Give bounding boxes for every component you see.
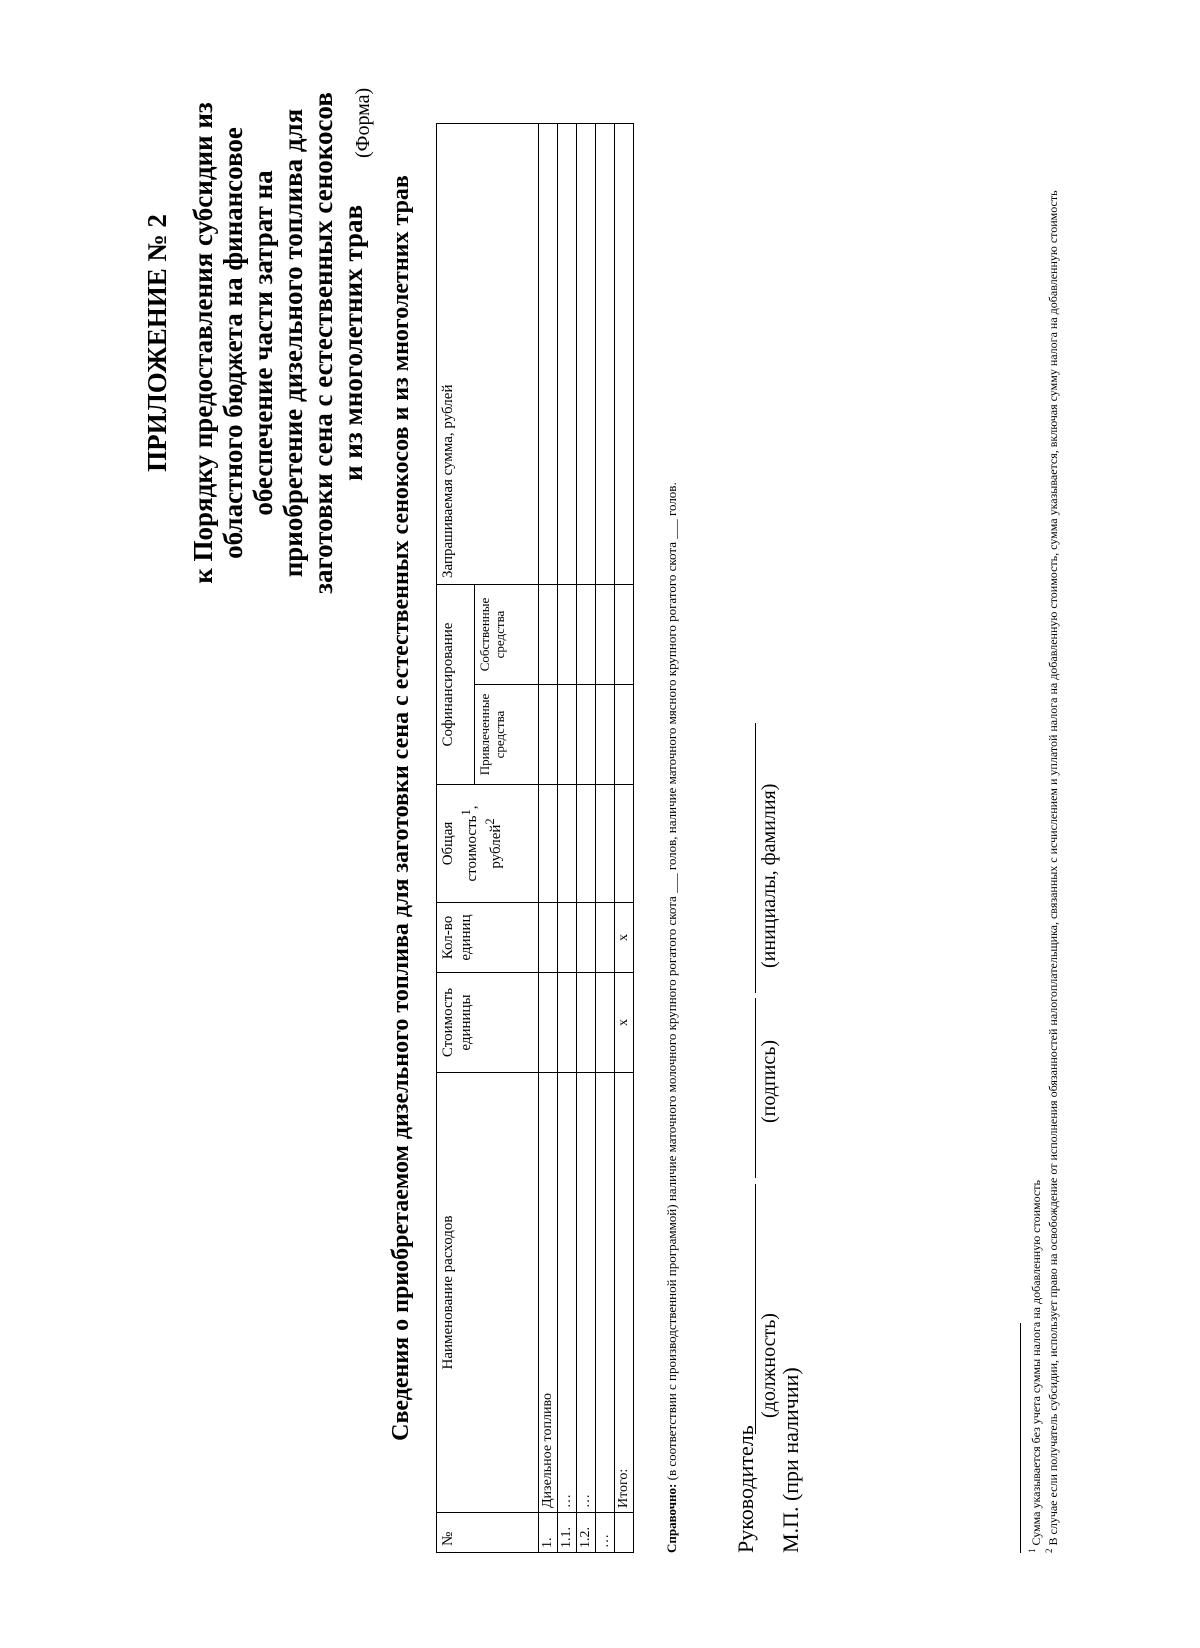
cell-own-funds [577, 585, 596, 685]
footnote-mark: 2 [1044, 1548, 1054, 1553]
expense-table [436, 123, 634, 1553]
cell-total-cost [596, 785, 615, 903]
cell-requested-sum [615, 124, 634, 585]
cell-attracted-funds [615, 685, 634, 785]
name-caption: (инициалы, фамилия) [758, 783, 780, 968]
cell-requested-sum [558, 124, 577, 585]
cell-own-funds [596, 585, 615, 685]
cell-total-cost [539, 785, 558, 903]
cell-quantity [577, 903, 596, 973]
note-text: (в соответствии с производственной программой) наличие маточного молочного крупного рогатого скота ___ голов, наличие маточного мясного крупного рогатого скота ___ голов. [664, 482, 679, 1484]
footnote-mark: 1 [1027, 1548, 1037, 1553]
cell-unit-cost [558, 973, 577, 1073]
cell-requested-sum [596, 124, 615, 585]
table-row [539, 124, 558, 1553]
cell-name: Дизельное топливо [539, 1073, 558, 1513]
cell-name: Итого: [615, 1073, 634, 1513]
header-total-cost-text: Общая стоимость [440, 815, 480, 882]
cell-quantity [539, 903, 558, 973]
order-line: приобретение дизельного топлива для [278, 108, 308, 578]
table-header-row [437, 124, 475, 1553]
cell-number: … [596, 1513, 615, 1553]
seal-label: М.П. (при наличии) [778, 1367, 803, 1553]
footnote [1026, 113, 1043, 1553]
order-line: обеспечение части затрат на [248, 170, 278, 516]
form-label: (Форма) [352, 87, 374, 158]
header-total-cost [437, 785, 539, 903]
cell-name [596, 1073, 615, 1513]
signatory-label: Руководитель [733, 1425, 758, 1553]
cell-number: 1. [539, 1513, 558, 1553]
header-requested-sum: Запрашиваемая сумма, рублей [437, 124, 539, 585]
footnote [1043, 113, 1060, 1553]
order-line: и из многолетних трав [338, 204, 368, 482]
header-total-cost-unit: , рублей [464, 805, 504, 869]
table-row [577, 124, 596, 1553]
cell-number: 1.2. [577, 1513, 596, 1553]
cell-unit-cost: х [615, 973, 634, 1073]
reference-note [664, 133, 680, 1553]
header-attracted-funds: Привлеченные средства [475, 685, 539, 785]
cell-total-cost [558, 785, 577, 903]
cell-requested-sum [577, 124, 596, 585]
cell-attracted-funds [577, 685, 596, 785]
signature-caption: (подпись) [758, 1039, 780, 1123]
cell-unit-cost [539, 973, 558, 1073]
cell-quantity [558, 903, 577, 973]
cell-own-funds [615, 585, 634, 685]
table-row [596, 124, 615, 1553]
cell-total-cost [615, 785, 634, 903]
appendix-title: ПРИЛОЖЕНИЕ № 2 [142, 214, 172, 472]
cell-name: … [558, 1073, 577, 1513]
position-caption: (должность) [758, 1313, 780, 1418]
header-name: Наименование расходов [437, 1073, 539, 1513]
order-line: заготовки сена с естественных сенокосов [308, 92, 338, 594]
footnote-text: В случае если получатель субсидии, использует право на освобождение от исполнения обязанностей налогоплательщика, связанных с исчислением и уплатой налога на добавленную стоимость, сумма указывается, включая сумму налога на добавленную стоимость [1046, 190, 1060, 1546]
note-label: Справочно: [664, 1483, 679, 1553]
header-quantity: Кол-во единиц [437, 903, 539, 973]
table-row [558, 124, 577, 1553]
header-own-funds: Собственные средства [475, 585, 539, 685]
cell-attracted-funds [539, 685, 558, 785]
cell-attracted-funds [596, 685, 615, 785]
cell-unit-cost [596, 973, 615, 1073]
header-number: № [437, 1513, 539, 1553]
cell-quantity: х [615, 903, 634, 973]
footnotes [1026, 113, 1060, 1553]
appendix-header [140, 48, 368, 638]
order-line: областного бюджета на финансовое [218, 127, 248, 559]
footnote-ref: 1 [459, 809, 473, 816]
cell-own-funds [539, 585, 558, 685]
header-cofinancing: Софинансирование [437, 585, 475, 785]
table-total-row [615, 124, 634, 1553]
position-line [733, 1184, 756, 1434]
cell-unit-cost [577, 973, 596, 1073]
footnote-text: Сумма указывается без учета суммы налога на добавленную стоимость [1029, 1180, 1043, 1546]
cell-quantity [596, 903, 615, 973]
footnote-ref: 2 [483, 818, 497, 825]
order-line: к Порядку предоставления субсидии из [188, 102, 218, 584]
cell-number: 1.1. [558, 1513, 577, 1553]
cell-attracted-funds [558, 685, 577, 785]
cell-number [615, 1513, 634, 1553]
cell-own-funds [558, 585, 577, 685]
cell-requested-sum [539, 124, 558, 585]
cell-total-cost [577, 785, 596, 903]
document-title: Сведения о приобретаемом дизельного топлива для заготовки сена с естественных сенокосов и из многолетних трав [388, 175, 414, 1441]
footnote-separator [1020, 1323, 1021, 1553]
cell-name: … [577, 1073, 596, 1513]
header-unit-cost: Стоимость единицы [437, 973, 539, 1073]
name-line [733, 723, 756, 993]
signature-line [733, 998, 756, 1178]
